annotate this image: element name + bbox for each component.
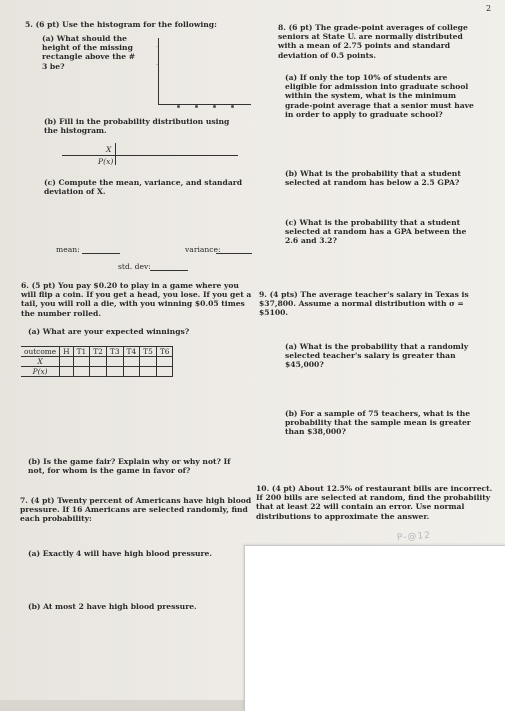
q5a-text: (a) What should the height of the missing rectangle above the # 3 be? (42, 34, 136, 71)
cell-blank[interactable] (73, 367, 90, 377)
q9b-text: (b) For a sample of 75 teachers, what is the probability that the sample mean is greater than $38,000? (285, 409, 471, 437)
q6-title: 6. (5 pt) You pay $0.20 to play in a game where you will flip a coin. If you get a head, you lose. If you get a tail, you will roll a die, with you winning $0.05 times the number rolled. (21, 281, 252, 318)
y-tick: – (156, 62, 159, 68)
q5-title: 5. (6 pt) Use the histogram for the following: (25, 20, 217, 29)
q6a-text: (a) What are your expected winnings? (28, 327, 190, 336)
cell-blank[interactable] (90, 367, 107, 377)
mean-answer-line[interactable] (82, 253, 120, 254)
cell-blank[interactable] (156, 357, 173, 367)
outcome-t5: T5 (140, 347, 157, 357)
cell-blank[interactable] (140, 357, 157, 367)
q8a-text: (a) If only the top 10% of students are eligible for admission into graduate school within the system, what is the minimum grade-point average that a senior must have in order to apply to graduate school? (285, 73, 474, 119)
cell-blank[interactable] (123, 367, 140, 377)
x-tick (195, 105, 198, 108)
cell-blank[interactable] (60, 357, 73, 367)
outcome-t6: T6 (156, 347, 173, 357)
y-tick: – (156, 44, 159, 50)
q7a-text: (a) Exactly 4 will have high blood pressure. (28, 549, 212, 558)
q9a-text: (a) What is the probability that a randomly selected teacher's salary is greater than $45,000? (285, 342, 469, 370)
q8b-text: (b) What is the probability that a student selected at random has below a 2.5 GPA? (285, 169, 461, 188)
cell-blank[interactable] (90, 357, 107, 367)
std-answer-line[interactable] (150, 270, 188, 271)
answer-paper-overlay (244, 545, 505, 711)
variance-answer-line[interactable] (216, 253, 252, 254)
q6b-text: (b) Is the game fair? Explain why or why not? If not, for whom is the game in favor of? (28, 457, 231, 476)
q10-bold-instruction: Use normal distributions to approximate the answer. (256, 502, 465, 521)
outcome-table (21, 346, 173, 377)
q8-title: 8. (6 pt) The grade-point averages of college seniors at State U. are normally distributed with a mean of 2.75 points and standard deviation of 0.5 points. (278, 23, 468, 60)
outcome-t1: T1 (73, 347, 90, 357)
row-x-label: X (21, 357, 60, 367)
outcome-t2: T2 (90, 347, 107, 357)
q9-title: 9. (4 pts) The average teacher's salary in Texas is $37,800. Assume a normal distribution with σ = $5100. (259, 290, 469, 318)
handwritten-note: P-@12 (396, 530, 432, 544)
page-number: 2 (486, 4, 492, 13)
cell-blank[interactable] (156, 367, 173, 377)
table-p-label: P(x) (98, 157, 114, 166)
outcome-header: outcome (21, 347, 60, 357)
table-x-label: X (106, 145, 112, 154)
variance-label: variance: (185, 245, 221, 254)
cell-blank[interactable] (106, 367, 123, 377)
cell-blank[interactable] (123, 357, 140, 367)
cell-blank[interactable] (106, 357, 123, 367)
mean-label: mean: (56, 245, 80, 254)
x-tick (231, 105, 234, 108)
cell-blank[interactable] (140, 367, 157, 377)
q7-title: 7. (4 pt) Twenty percent of Americans have high blood pressure. If 16 Americans are selected randomly, find each probability: (20, 496, 252, 524)
table-divider (115, 143, 116, 165)
q5b-text: (b) Fill in the probability distribution using the histogram. (44, 117, 230, 136)
outcome-h: H (60, 347, 73, 357)
q7b-text: (b) At most 2 have high blood pressure. (28, 602, 197, 611)
q8c-text: (c) What is the probability that a student selected at random has a GPA between the 2.6 and 3.2? (285, 218, 467, 246)
outcome-t4: T4 (123, 347, 140, 357)
cell-blank[interactable] (60, 367, 73, 377)
x-tick (177, 105, 180, 108)
q10-text: 10. (4 pt) About 12.5% of restaurant bills are incorrect. If 200 bills are selected at random, find the probability that at least 22 will contain an error. (256, 484, 493, 512)
table-rule (62, 155, 238, 156)
histogram-axes (158, 38, 251, 105)
std-label: std. dev: (118, 262, 151, 271)
cell-blank[interactable] (73, 357, 90, 367)
q5c-text: (c) Compute the mean, variance, and standard deviation of X. (44, 178, 243, 197)
outcome-t3: T3 (106, 347, 123, 357)
q10-title (256, 484, 496, 521)
row-p-label: P(x) (21, 367, 60, 377)
x-tick (213, 105, 216, 108)
